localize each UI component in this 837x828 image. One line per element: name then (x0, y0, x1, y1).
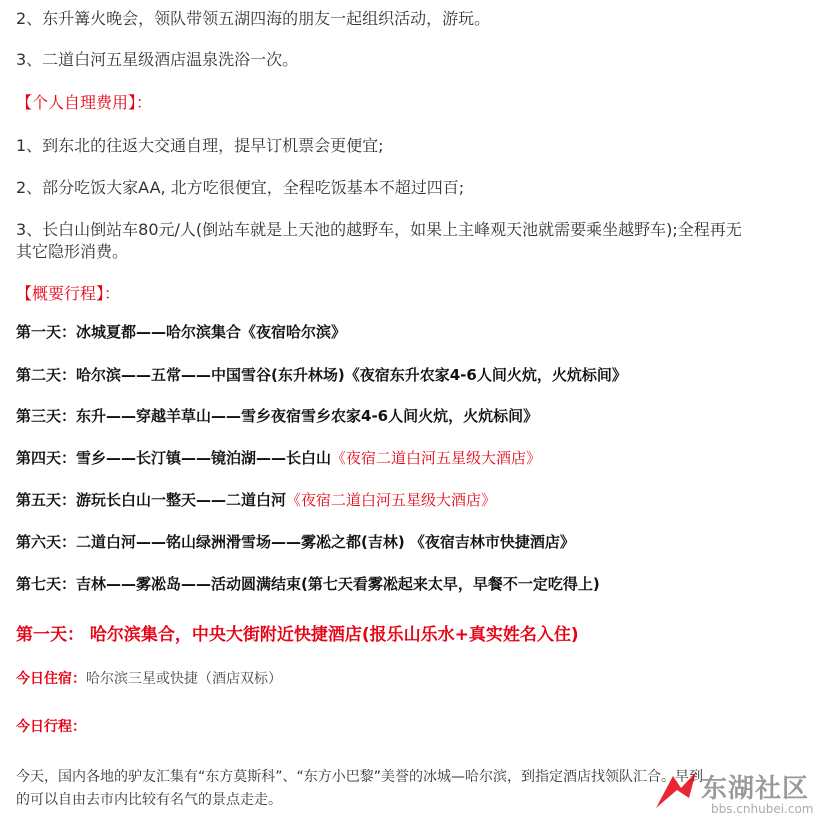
para-activity-2: 2、东升篝火晚会，领队带领五湖四海的朋友一起组织活动，游玩。 (16, 9, 491, 28)
watermark-logo-icon (651, 768, 701, 818)
self-paid-item-3a: 3、长白山倒站车80元/人(倒站车就是上天池的越野车，如果上主峰观天池就需要乘坐越野车);全程再无 (16, 220, 742, 239)
para-activity-3: 3、二道白河五星级酒店温泉洗浴一次。 (16, 50, 299, 69)
day-3-summary: 第三天：东升——穿越羊草山——雪乡夜宿雪乡农家4-6人间火炕，火炕标间》 (16, 407, 539, 425)
day-1-summary: 第一天：冰城夏都——哈尔滨集合《夜宿哈尔滨》 (16, 323, 347, 341)
day-4-summary: 第四天：雪乡——长汀镇——镜泊湖——长白山《夜宿二道白河五星级大酒店》 (16, 449, 542, 467)
day-1-stay (16, 668, 282, 688)
day-1-desc-b: 的可以自由去市内比较有名气的景点走走。 (16, 792, 282, 808)
day-1-title: 第一天： 哈尔滨集合，中央大街附近快捷酒店(报乐山乐水+真实姓名入住) (16, 625, 579, 645)
watermark (651, 766, 831, 822)
day-2-summary: 第二天：哈尔滨——五常——中国雪谷(东升林场)《夜宿东升农家4-6人间火炕，火炕标间》 (16, 366, 627, 384)
self-paid-item-3b: 其它隐形消费。 (16, 242, 129, 261)
stay-label: 今日住宿： (16, 671, 86, 687)
day-4-hotel: 《夜宿二道白河五星级大酒店》 (331, 449, 542, 467)
self-paid-item-1: 1、到东北的往返大交通自理，提早订机票会更便宜; (16, 136, 384, 155)
day-5-hotel: 《夜宿二道白河五星级大酒店》 (286, 491, 497, 509)
day-7-summary: 第七天：吉林——雾凇岛——活动圆满结束(第七天看雾凇起来太早，早餐不一定吃得上) (16, 575, 600, 593)
day-1-itinerary-label: 今日行程： (16, 719, 86, 735)
day-5-summary: 第五天：游玩长白山一整天——二道白河《夜宿二道白河五星级大酒店》 (16, 491, 497, 509)
heading-self-paid: 【个人自理费用】： (16, 93, 153, 112)
watermark-url: bbs.cnhubei.com (711, 802, 814, 816)
watermark-name: 东湖社区 (701, 774, 810, 804)
day-1-desc-a: 今天，国内各地的驴友汇集有“东方莫斯科”、“东方小巴黎”美誉的冰城—哈尔滨，到指定酒店找领队汇合。早到 (16, 769, 704, 785)
heading-overview: 【概要行程】： (16, 284, 121, 303)
self-paid-item-2: 2、部分吃饭大家AA, 北方吃很便宜，全程吃饭基本不超过四百; (16, 178, 465, 197)
stay-value: 哈尔滨三星或快捷（酒店双标） (86, 671, 282, 687)
day-6-summary: 第六天：二道白河——铭山绿洲滑雪场——雾凇之都(吉林) 《夜宿吉林市快捷酒店》 (16, 533, 575, 551)
